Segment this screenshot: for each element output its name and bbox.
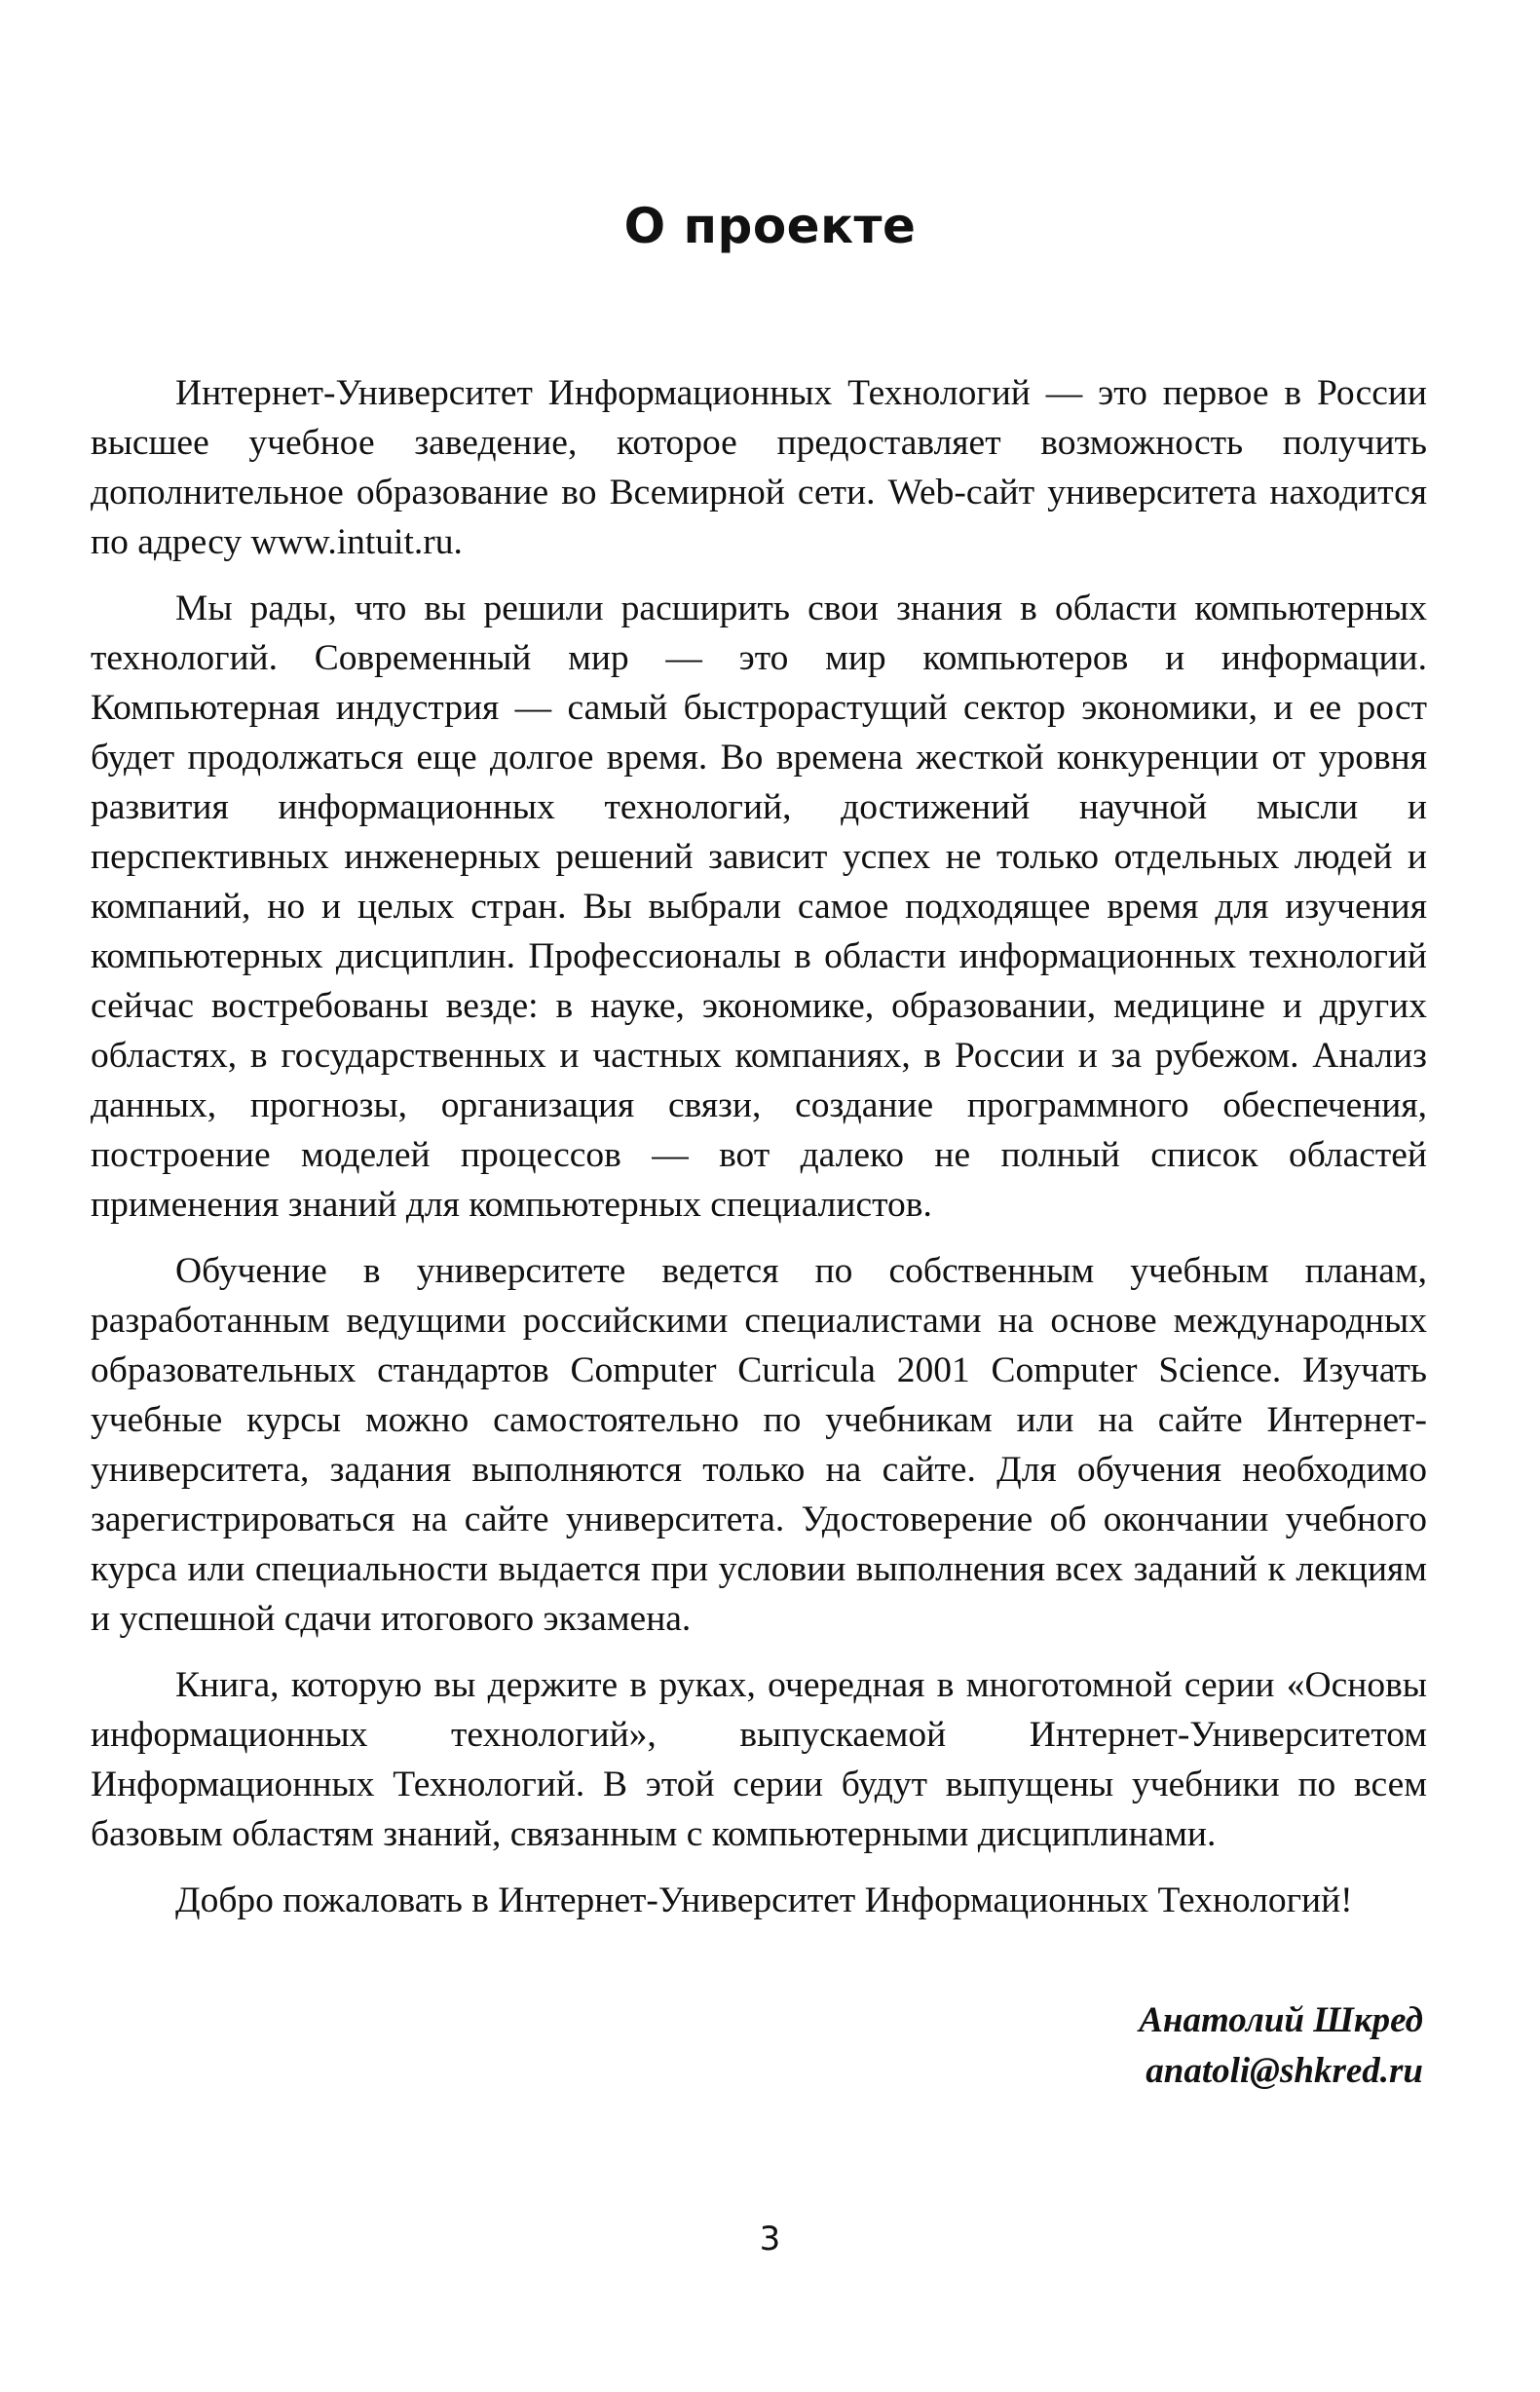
paragraph-intro: Интернет-Университет Информационных Технологий — это первое в России высшее учебное заведение, которое предоставляет возможность получить дополнительное образование во Всемирной сети. Web-сайт университета находится по адресу www.intuit.ru. xyxy=(91,373,1427,562)
author-name: Анатолий Шкред xyxy=(1139,2000,1423,2040)
author-email: anatoli@shkred.ru xyxy=(1146,2051,1423,2091)
page-title: О проекте xyxy=(623,197,917,254)
paragraph-computer-technologies: Мы рады, что вы решили расширить свои знания в области компьютерных технологий. Современный мир — это мир компьютеров и информации. Компьютерная индустрия — самый быстрорастущий сектор экономики, и ее рост будет продолжаться еще долгое время. Во времена жесткой конкуренции от уровня развития информационных технологий, достижений научной мысли и перспективных инженерных решений зависит успех не только отдельных людей и компаний, но и целых стран. Вы выбрали самое подходящее время для изучения компьютерных дисциплин. Профессионалы в области информационных технологий сейчас востребованы везде: в науке, экономике, образовании, медицине и других областях, в государственных и частных компаниях, в России и за рубежом. Анализ данных, прогнозы, организация связи, создание программного обеспечения, построение моделей процессов — вот далеко не полный список областей применения знаний для компьютерных специалистов. xyxy=(91,589,1427,1225)
paragraph-education: Обучение в университете ведется по собственным учебным планам, разработанным ведущими российскими специалистами на основе международных образовательных стандартов Computer Curricula 2001 Computer Science. Изучать учебные курсы можно самостоятельно по учебникам или на сайте Интернет-университета, задания выполняются только на сайте. Для обучения необходимо зарегистрироваться на сайте университета. Удостоверение об окончании учебного курса или специальности выдается при условии выполнения всех заданий к лекциям и успешной сдачи итогового экзамена. xyxy=(91,1251,1427,1639)
paragraph-book-series: Книга, которую вы держите в руках, очередная в многотомной серии «Основы информационных технологий», выпускаемой Интернет-Университетом Информационных Технологий. В этой серии будут выпущены учебники по всем базовым областям знаний, связанным с компьютерными дисциплинами. xyxy=(91,1665,1427,1854)
page-number: 3 xyxy=(759,2220,781,2259)
body-text xyxy=(91,368,1427,1942)
paragraph-welcome: Добро пожаловать в Интернет-Университет Информационных Технологий! xyxy=(175,1880,1353,1920)
signature-block xyxy=(1139,1995,1423,2097)
